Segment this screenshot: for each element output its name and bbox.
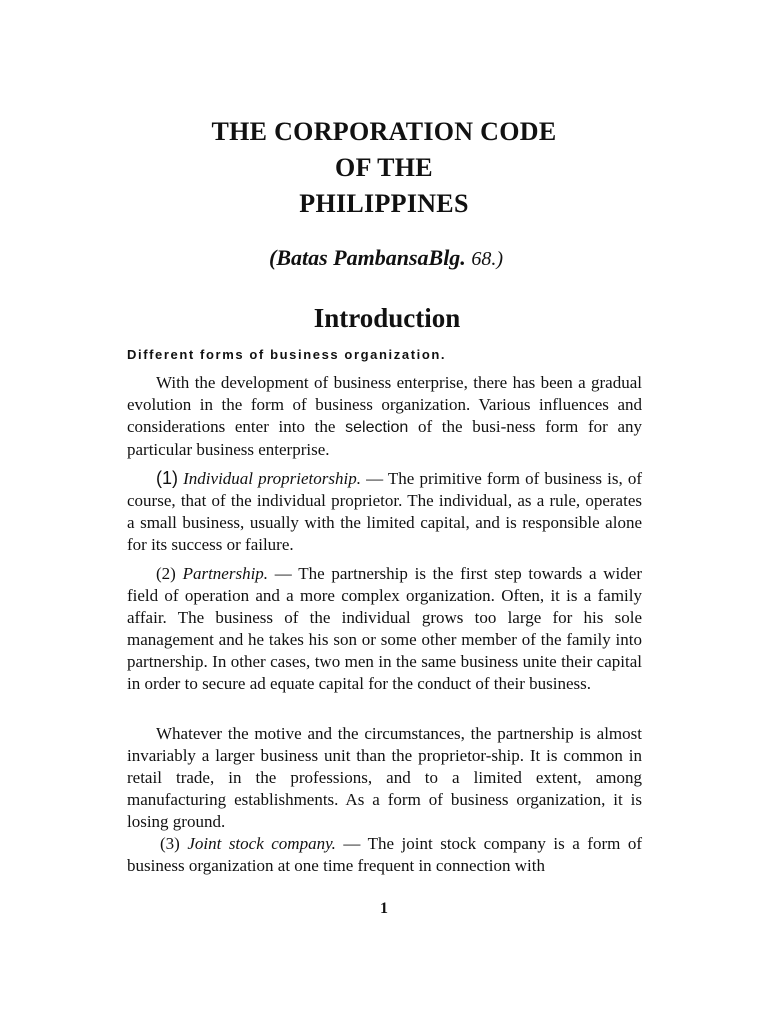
selection-word: selection	[345, 419, 409, 436]
title-line-1: THE CORPORATION CODE	[211, 117, 557, 146]
paragraph-motive-text: Whatever the motive and the circumstances, the partnership is almost invariably a larger business unit than the proprietor-ship. It is common in retail trade, in the professions, and to a limited extent, among manufacturing establishments. As a form of business organization, it is losing ground.	[127, 724, 642, 831]
subtitle-number: 68.)	[471, 248, 503, 270]
item-label-partnership: Partnership.	[182, 564, 269, 583]
page-number: 1	[380, 900, 388, 917]
paragraph-partnership-text: — The partnership is the first step towards a wider field of operation and a more complex organization. Often, it is a family affair. The business of the individual grows too large for his sole management and he takes his son or some other member of the family into partnership. In other cases, two men in the same business unite their capital in order to secure ad equate capital for the conduct of their business.	[127, 564, 642, 693]
item-number-1: (1)	[156, 468, 178, 488]
chapter-heading: Introduction	[313, 303, 461, 333]
paragraph-intro	[127, 372, 642, 461]
paragraph-partnership	[127, 563, 642, 695]
title-line-3: PHILIPPINES	[299, 189, 469, 218]
paragraph-intro-text-a: With the development of business enterprise, there has been a gradual evolution in the form of business organization. Various influences and considerations enter into the	[127, 373, 642, 436]
item-label-joint-stock: Joint stock company.	[187, 834, 336, 853]
paragraph-joint-stock	[127, 833, 642, 877]
item-number-3: (3)	[160, 834, 188, 853]
title-line-2: OF THE	[335, 153, 433, 182]
paragraph-proprietorship-text: — The primitive form of business is, of course, that of the individual proprietor. The individual, as a rule, operates a small business, usually with the limited capital, and is responsible alone for its success or failure.	[127, 469, 642, 554]
document-title	[0, 114, 768, 222]
paragraph-proprietorship	[127, 467, 642, 556]
document-subtitle	[0, 243, 768, 274]
paragraph-joint-stock-text: — The joint stock company is a form of business organization at one time frequent in connection with	[127, 834, 642, 875]
item-number-2: (2)	[156, 564, 183, 583]
subtitle-main: (Batas PambansaBlg.	[269, 245, 466, 270]
item-label-proprietorship: Individual proprietorship.	[183, 469, 361, 488]
section-heading: Different forms of business organization.	[127, 347, 447, 362]
paragraph-intro-text-b: of the busi-ness form for any particular business enterprise.	[127, 417, 642, 459]
paragraph-motive	[127, 723, 642, 833]
